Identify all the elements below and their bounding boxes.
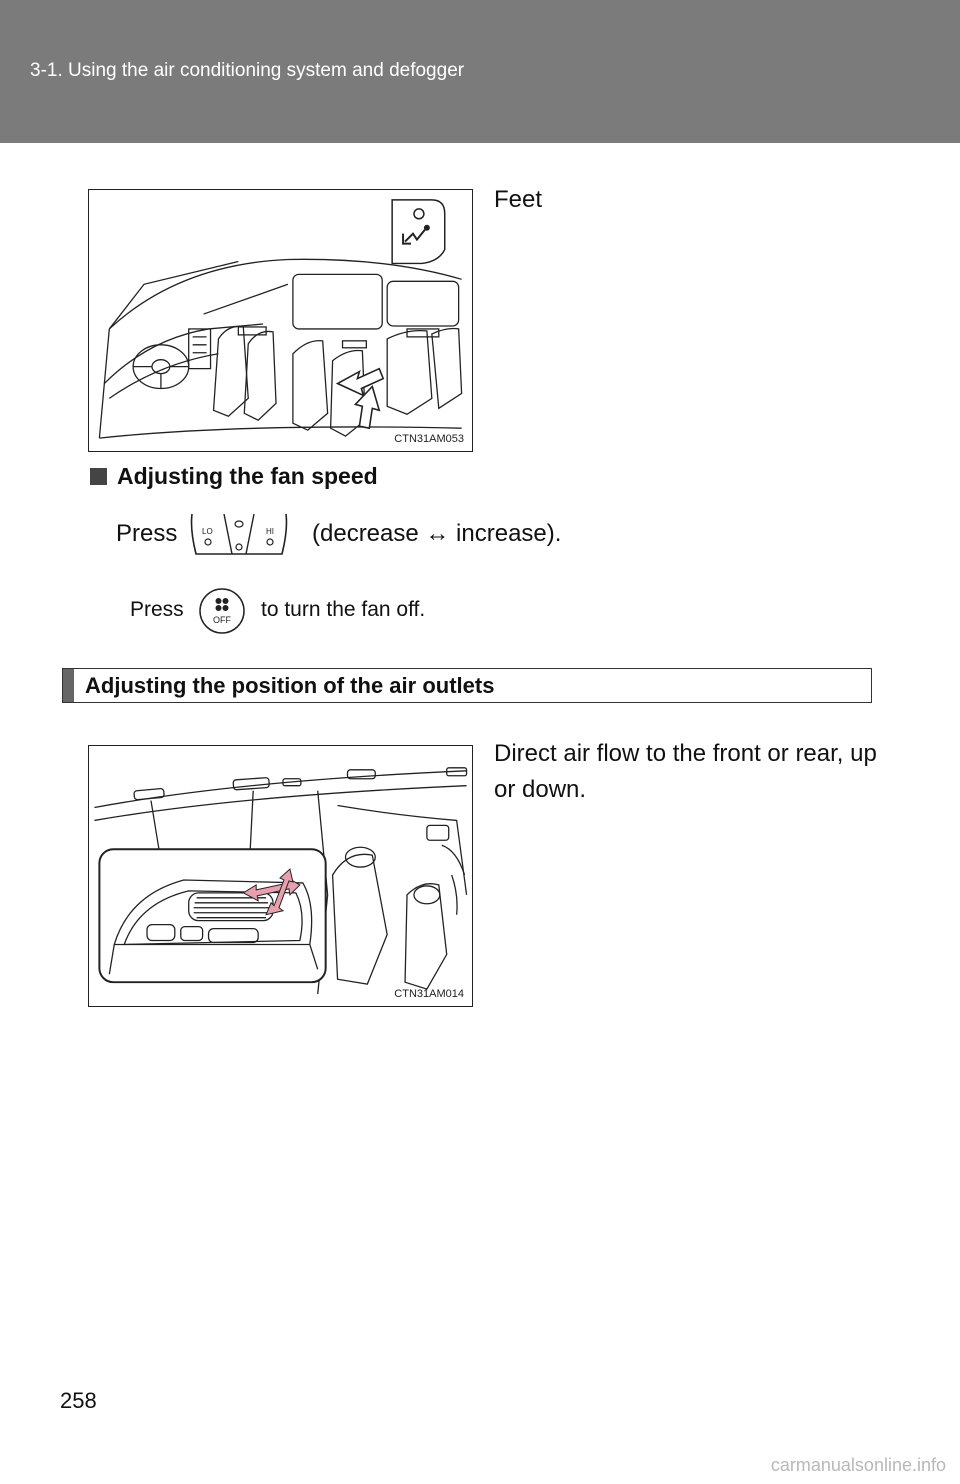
press-word-off: Press <box>130 598 184 621</box>
section-header <box>62 668 872 703</box>
hi-label: HI <box>266 527 274 536</box>
press-word: Press <box>116 520 178 547</box>
outlet-drawing <box>89 746 472 1006</box>
off-label: OFF <box>213 615 231 625</box>
fan-off-icon <box>198 587 246 635</box>
fan-speed-range-text: (decrease ↔ increase). <box>312 520 562 547</box>
fan-speed-button <box>186 510 292 556</box>
direct-air-text: Direct air flow to the front or rear, up or down. <box>494 740 877 803</box>
fan-off-button <box>198 587 246 635</box>
figure-code: CTN31AM014 <box>394 988 464 1000</box>
page-number: 258 <box>60 1388 97 1413</box>
figure-code: CTN31AM053 <box>394 433 464 445</box>
page-header <box>0 0 960 143</box>
lo-hi-button-icon <box>186 510 292 556</box>
lo-label: LO <box>202 527 213 536</box>
square-bullet-icon <box>90 468 107 485</box>
fan-off-text: to turn the fan off. <box>261 598 426 621</box>
fan-speed-heading <box>90 463 378 490</box>
watermark: carmanualsonline.info <box>770 1455 946 1475</box>
section-title: Adjusting the position of the air outlets <box>85 673 495 698</box>
feet-mode-illustration <box>88 189 473 452</box>
section-tab <box>63 669 74 702</box>
chapter-title: 3-1. Using the air conditioning system and defogger <box>30 60 465 81</box>
interior-drawing <box>89 190 472 451</box>
air-outlet-illustration <box>88 745 473 1007</box>
feet-label: Feet <box>494 186 543 213</box>
fan-speed-heading-text: Adjusting the fan speed <box>117 463 378 489</box>
